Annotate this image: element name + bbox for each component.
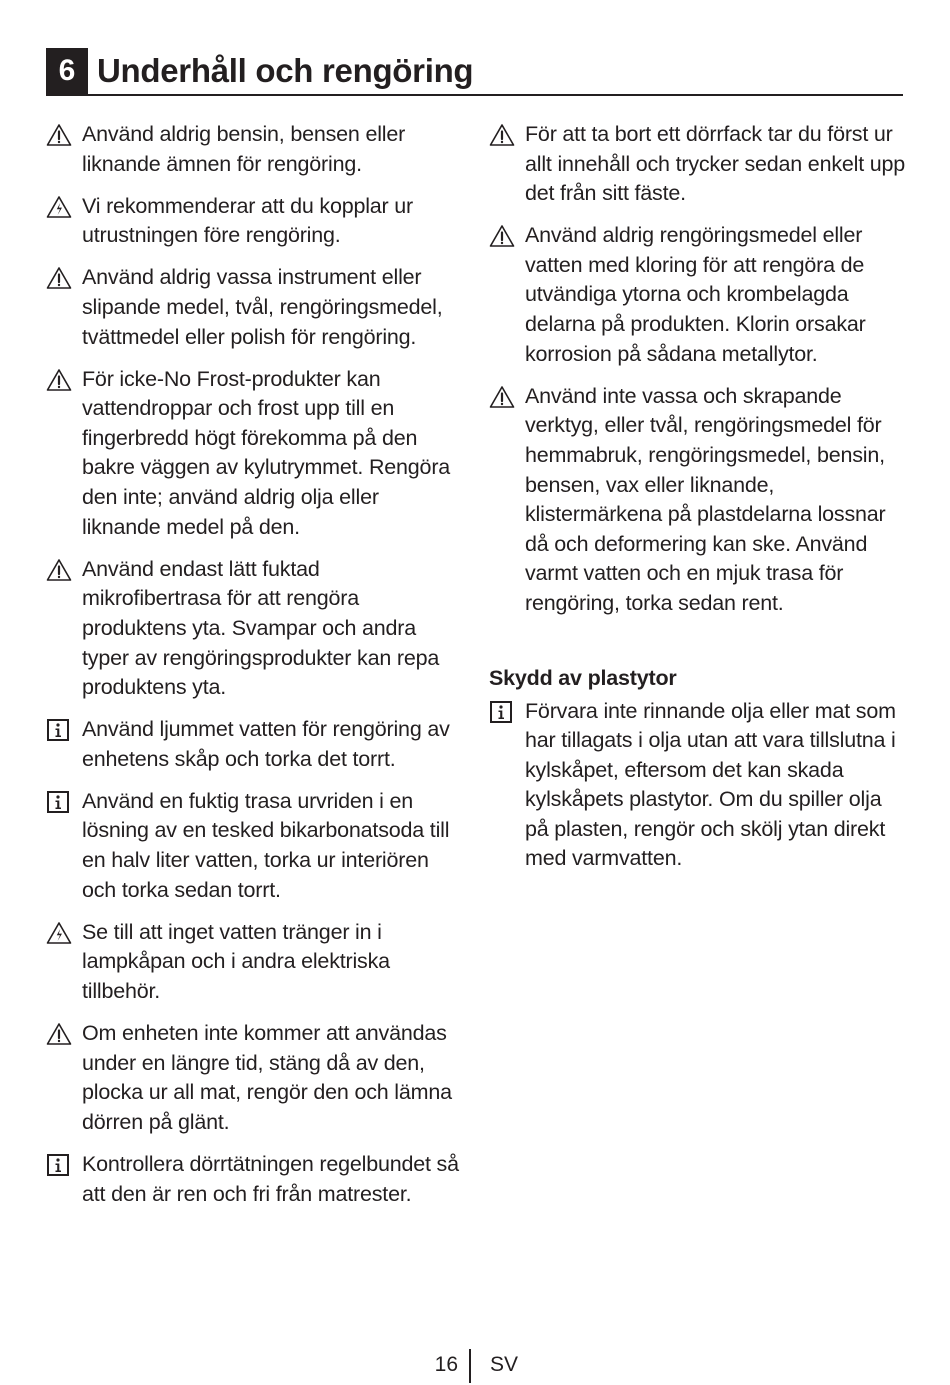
list-item [489, 697, 907, 875]
subsection-item-list [489, 697, 907, 875]
warning-icon [46, 123, 72, 147]
list-item [46, 787, 461, 905]
list-item [46, 365, 461, 543]
list-item [46, 1019, 461, 1137]
item-text: Använd aldrig rengöringsmedel eller vatten med kloring för att rengöra de utvändiga ytorna och krombelagda delarna på produkten. Klorin orsakar korrosion på sådana metallytor. [525, 223, 866, 366]
item-text: Förvara inte rinnande olja eller mat som har tillagats i olja utan att vara tillslutna i kylskåpet, eftersom det kan skada kylskåpets plastytor. Om du spiller olja på plasten, rengör och skölj ytan direkt med varmvatten. [525, 698, 896, 871]
item-text: Använd aldrig bensin, bensen eller liknande ämnen för rengöring. [82, 122, 406, 176]
list-item [46, 263, 461, 352]
warning-icon [46, 558, 72, 582]
item-text: Använd inte vassa och skrapande verktyg, eller tvål, rengöringsmedel för hemmabruk, rengöringsmedel, bensin, bensen, vax eller liknande, klistermärkena på plastdelarna lossnar då och deformering kan ske. Använd varmt vatten och en mjuk trasa för rengöring, torka sedan rent. [525, 383, 886, 615]
list-item [46, 715, 461, 774]
item-text: Använd ljummet vatten för rengöring av enhetens skåp och torka det torrt. [82, 717, 450, 771]
page-number: 16 [434, 1353, 458, 1376]
list-item [489, 221, 907, 369]
warning-icon [46, 1022, 72, 1046]
item-text: Kontrollera dörrtätningen regelbundet så att den är ren och fri från matrester. [82, 1151, 459, 1206]
electric-warning-icon [46, 195, 72, 219]
list-item [489, 120, 907, 209]
warning-icon [46, 368, 72, 392]
warning-icon [46, 266, 72, 290]
item-text: Använd endast lätt fuktad mikrofibertrasa för att rengöra produktens yta. Svampar och andra typer av rengöringsprodukter kan repa produktens yta. [82, 556, 440, 700]
page-footer [0, 1349, 950, 1385]
item-text: Vi rekommenderar att du kopplar ur utrustningen före rengöring. [82, 193, 413, 248]
right-item-list [489, 120, 907, 619]
chapter-number: 6 [46, 48, 88, 94]
info-icon [46, 718, 72, 742]
left-column [46, 120, 461, 1222]
subsection-title: Skydd av plastytor [489, 665, 677, 690]
item-text: Om enheten inte kommer att användas under en längre tid, stäng då av den, plocka ur all mat, rengör den och lämna dörren på glänt. [82, 1021, 452, 1134]
info-icon [489, 700, 515, 724]
list-item [489, 382, 907, 619]
warning-icon [489, 385, 515, 409]
list-item [46, 555, 461, 703]
list-item [46, 918, 461, 1007]
list-item [46, 192, 461, 251]
item-text: För icke-No Frost-produkter kan vattendroppar och frost upp till en fingerbredd högt förekomma på den bakre väggen av kylutrymmet. Rengöra den inte; använd aldrig olja eller liknande medel på den. [82, 366, 451, 539]
info-icon [46, 1153, 72, 1177]
warning-icon [489, 224, 515, 248]
list-item [46, 1150, 461, 1209]
list-item [46, 120, 461, 179]
info-icon [46, 790, 72, 814]
item-text: Använd aldrig vassa instrument eller slipande medel, tvål, rengöringsmedel, tvättmedel eller polish för rengöring. [82, 265, 443, 349]
warning-icon [489, 123, 515, 147]
item-text: För att ta bort ett dörrfack tar du först ur allt innehåll och trycker sedan enkelt upp det från sitt fäste. [525, 122, 906, 206]
language-code: SV [490, 1353, 519, 1376]
chapter-title: Underhåll och rengöring [97, 52, 474, 89]
electric-warning-icon [46, 921, 72, 945]
footer-divider [469, 1349, 471, 1383]
chapter-header [46, 48, 903, 96]
item-text: Använd en fuktig trasa urvriden i en lösning av en tesked bikarbonatsoda till en halv liter vatten, torka ur interiören och torka sedan torrt. [82, 788, 450, 902]
right-column [489, 120, 907, 887]
item-text: Se till att inget vatten tränger in i lampkåpan och i andra elektriska tillbehör. [82, 919, 390, 1003]
